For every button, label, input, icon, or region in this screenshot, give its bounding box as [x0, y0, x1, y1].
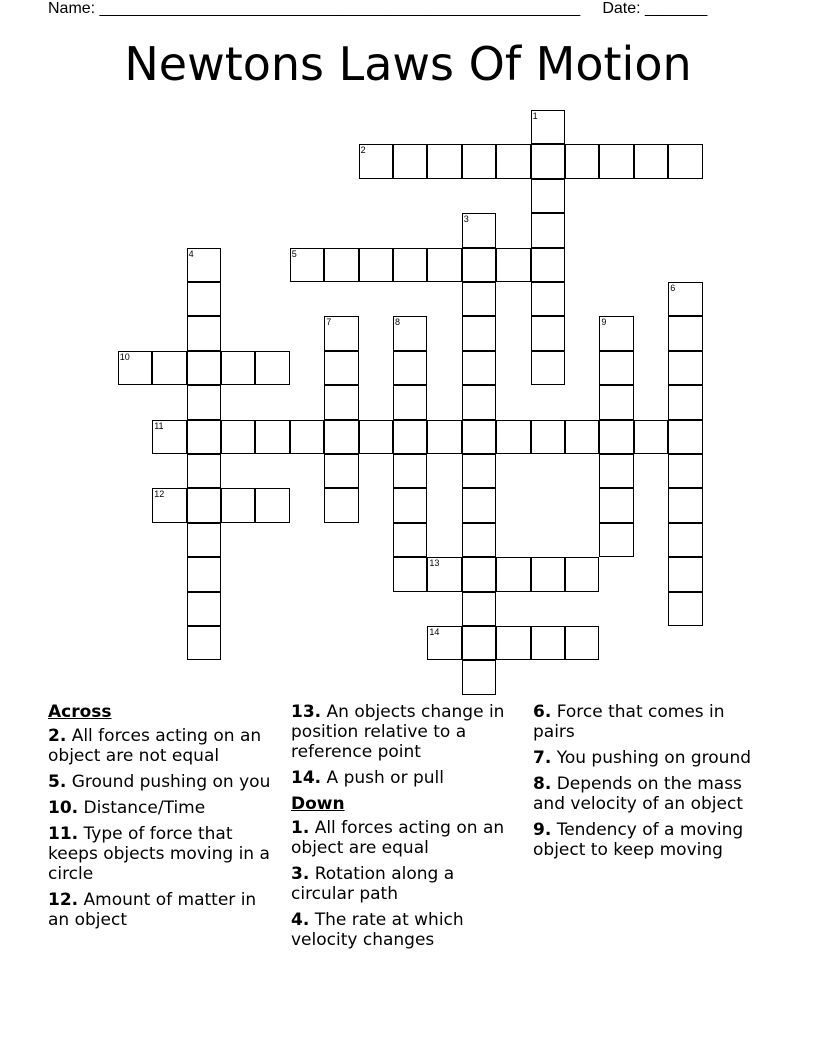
- grid-cell[interactable]: [324, 454, 358, 488]
- grid-cell-3[interactable]: [462, 213, 496, 247]
- clue-text: Amount of matter in an object: [48, 890, 257, 930]
- grid-cell[interactable]: [668, 454, 702, 488]
- grid-cell[interactable]: [359, 420, 393, 454]
- grid-cell[interactable]: [324, 248, 358, 282]
- grid-cell[interactable]: [462, 144, 496, 178]
- clue-number-label: 7: [326, 317, 332, 328]
- grid-cell-14[interactable]: [427, 626, 461, 660]
- grid-cell[interactable]: [599, 488, 633, 522]
- clue-number: 13.: [291, 702, 322, 722]
- grid-cell[interactable]: [255, 351, 289, 385]
- grid-cell[interactable]: [531, 626, 565, 660]
- grid-cell-10[interactable]: [118, 351, 152, 385]
- grid-cell[interactable]: [324, 420, 358, 454]
- clue-down-4: [291, 910, 519, 950]
- grid-cell[interactable]: [599, 351, 633, 385]
- clue-down-6: [533, 702, 761, 742]
- clue-text: All forces acting on an object are not equal: [48, 726, 262, 766]
- grid-cell[interactable]: [187, 385, 221, 419]
- clue-text: The rate at which velocity changes: [291, 910, 464, 950]
- grid-cell[interactable]: [255, 420, 289, 454]
- grid-cell[interactable]: [462, 248, 496, 282]
- clue-number: 10.: [48, 798, 79, 818]
- grid-cell[interactable]: [531, 282, 565, 316]
- grid-cell[interactable]: [427, 144, 461, 178]
- clue-number: 12.: [48, 890, 79, 910]
- clue-column-1: [48, 702, 276, 936]
- grid-cell-4[interactable]: [187, 248, 221, 282]
- grid-cell[interactable]: [393, 144, 427, 178]
- clue-text: Rotation along a circular path: [291, 864, 455, 904]
- grid-cell[interactable]: [496, 420, 530, 454]
- name-field-label: Name: ______________________________________________________: [48, 0, 581, 17]
- grid-cell[interactable]: [599, 523, 633, 557]
- grid-cell[interactable]: [462, 626, 496, 660]
- grid-cell[interactable]: [668, 144, 702, 178]
- grid-cell-12[interactable]: [152, 488, 186, 522]
- clue-number-label: 1: [532, 111, 538, 121]
- across-heading: Across: [48, 702, 112, 722]
- grid-cell[interactable]: [668, 316, 702, 350]
- clue-number: 3.: [291, 864, 310, 884]
- grid-cell[interactable]: [359, 248, 393, 282]
- grid-cell[interactable]: [187, 420, 221, 454]
- grid-cell[interactable]: [668, 385, 702, 419]
- grid-cell-13[interactable]: [427, 557, 461, 591]
- grid-cell[interactable]: [187, 488, 221, 522]
- grid-cell[interactable]: [531, 557, 565, 591]
- grid-cell-8[interactable]: [393, 316, 427, 350]
- grid-cell[interactable]: [496, 557, 530, 591]
- clue-number-label: 9: [601, 317, 607, 328]
- clue-number-label: 5: [291, 248, 297, 259]
- grid-cell[interactable]: [599, 385, 633, 419]
- grid-cell[interactable]: [393, 523, 427, 557]
- clue-number: 14.: [291, 768, 322, 788]
- clue-across-13: [291, 702, 519, 762]
- clue-text: Ground pushing on you: [71, 772, 271, 792]
- grid-cell[interactable]: [668, 420, 702, 454]
- grid-cell[interactable]: [462, 660, 496, 694]
- clue-number: 2.: [48, 726, 67, 746]
- grid-cell[interactable]: [462, 351, 496, 385]
- grid-cell[interactable]: [531, 213, 565, 247]
- grid-cell[interactable]: [462, 557, 496, 591]
- grid-cell[interactable]: [427, 248, 461, 282]
- clue-number-label: 10: [119, 351, 130, 362]
- grid-cell[interactable]: [634, 420, 668, 454]
- grid-cell-1[interactable]: [531, 110, 565, 144]
- grid-cell[interactable]: [393, 385, 427, 419]
- grid-cell-7[interactable]: [324, 316, 358, 350]
- grid-cell[interactable]: [496, 248, 530, 282]
- clue-number-label: 4: [188, 248, 194, 259]
- grid-cell[interactable]: [221, 420, 255, 454]
- clue-number-label: 11: [154, 420, 164, 431]
- clue-number-label: 2: [360, 145, 366, 156]
- clue-down-7: [533, 748, 761, 768]
- grid-cell[interactable]: [668, 592, 702, 626]
- grid-cell[interactable]: [324, 385, 358, 419]
- grid-cell[interactable]: [187, 454, 221, 488]
- grid-cell[interactable]: [187, 282, 221, 316]
- grid-cell[interactable]: [531, 179, 565, 213]
- grid-cell[interactable]: [668, 488, 702, 522]
- clue-text: Force that comes in pairs: [533, 702, 725, 742]
- clue-number: 7.: [533, 748, 552, 768]
- grid-cell[interactable]: [290, 420, 324, 454]
- grid-cell[interactable]: [668, 523, 702, 557]
- clue-text: A push or pull: [326, 768, 444, 788]
- grid-cell[interactable]: [496, 626, 530, 660]
- clue-text: Tendency of a moving object to keep moving: [533, 820, 744, 860]
- clue-text: All forces acting on an object are equal: [291, 818, 505, 858]
- grid-cell[interactable]: [599, 454, 633, 488]
- grid-cell[interactable]: [187, 626, 221, 660]
- grid-cell[interactable]: [462, 488, 496, 522]
- grid-cell[interactable]: [221, 488, 255, 522]
- clue-number: 8.: [533, 774, 552, 794]
- grid-cell-5[interactable]: [290, 248, 324, 282]
- clue-down-3: [291, 864, 519, 904]
- clue-across-12: [48, 890, 276, 930]
- clue-text: Depends on the mass and velocity of an object: [533, 774, 744, 814]
- grid-cell[interactable]: [531, 248, 565, 282]
- clue-across-5: [48, 772, 276, 792]
- grid-cell[interactable]: [187, 557, 221, 591]
- grid-cell[interactable]: [462, 592, 496, 626]
- grid-cell[interactable]: [393, 351, 427, 385]
- grid-cell[interactable]: [565, 557, 599, 591]
- clue-number: 6.: [533, 702, 552, 722]
- grid-cell[interactable]: [462, 523, 496, 557]
- grid-cell[interactable]: [668, 351, 702, 385]
- grid-cell[interactable]: [393, 248, 427, 282]
- grid-cell[interactable]: [565, 420, 599, 454]
- grid-cell[interactable]: [496, 144, 530, 178]
- grid-cell[interactable]: [531, 351, 565, 385]
- grid-cell[interactable]: [531, 144, 565, 178]
- clue-number: 9.: [533, 820, 552, 840]
- clue-down-9: [533, 820, 761, 860]
- clue-across-11: [48, 824, 276, 884]
- clue-text: You pushing on ground: [556, 748, 752, 768]
- grid-cell[interactable]: [462, 420, 496, 454]
- grid-cell[interactable]: [152, 351, 186, 385]
- grid-cell[interactable]: [324, 488, 358, 522]
- clue-down-8: [533, 774, 761, 814]
- clue-column-2: [291, 702, 519, 956]
- grid-cell[interactable]: [324, 351, 358, 385]
- clue-number: 5.: [48, 772, 67, 792]
- grid-cell[interactable]: [462, 454, 496, 488]
- clue-across-14: [291, 768, 519, 788]
- clue-text: An objects change in position relative to a reference point: [291, 702, 505, 762]
- grid-cell[interactable]: [599, 144, 633, 178]
- grid-cell[interactable]: [634, 144, 668, 178]
- clue-number: 1.: [291, 818, 310, 838]
- clue-down-1: [291, 818, 519, 858]
- grid-cell[interactable]: [668, 557, 702, 591]
- grid-cell[interactable]: [221, 351, 255, 385]
- clue-number-label: 13: [429, 558, 440, 569]
- grid-cell-9[interactable]: [599, 316, 633, 350]
- grid-cell[interactable]: [599, 420, 633, 454]
- grid-cell[interactable]: [531, 420, 565, 454]
- clue-list: [48, 702, 768, 962]
- date-field-label: Date: _______: [602, 0, 708, 17]
- clue-text: Distance/Time: [83, 798, 206, 818]
- clue-number-label: 8: [395, 317, 401, 328]
- grid-cell[interactable]: [427, 420, 461, 454]
- clue-number-label: 3: [463, 214, 469, 225]
- grid-cell[interactable]: [565, 626, 599, 660]
- grid-cell[interactable]: [462, 316, 496, 350]
- clue-number-label: 6: [670, 283, 676, 293]
- grid-cell-2[interactable]: [359, 144, 393, 178]
- grid-cell[interactable]: [393, 488, 427, 522]
- grid-cell[interactable]: [462, 385, 496, 419]
- grid-cell-11[interactable]: [152, 420, 186, 454]
- clue-text: Type of force that keeps objects moving in a circle: [48, 824, 270, 884]
- clue-number-label: 12: [154, 489, 165, 500]
- clue-number: 4.: [291, 910, 310, 930]
- grid-cell[interactable]: [393, 420, 427, 454]
- clue-number: 11.: [48, 824, 79, 844]
- grid-cell[interactable]: [187, 316, 221, 350]
- clue-column-3: [533, 702, 761, 866]
- grid-cell[interactable]: [393, 454, 427, 488]
- page-title: Newtons Laws Of Motion: [124, 37, 692, 91]
- grid-cell[interactable]: [187, 351, 221, 385]
- grid-cell[interactable]: [187, 523, 221, 557]
- clue-across-2: [48, 726, 276, 766]
- grid-cell[interactable]: [255, 488, 289, 522]
- down-heading: Down: [291, 794, 345, 814]
- clue-number-label: 14: [429, 627, 440, 637]
- grid-cell[interactable]: [531, 316, 565, 350]
- grid-cell[interactable]: [462, 282, 496, 316]
- grid-cell[interactable]: [565, 144, 599, 178]
- grid-cell-6[interactable]: [668, 282, 702, 316]
- grid-cell[interactable]: [393, 557, 427, 591]
- clue-across-10: [48, 798, 276, 818]
- grid-cell[interactable]: [187, 592, 221, 626]
